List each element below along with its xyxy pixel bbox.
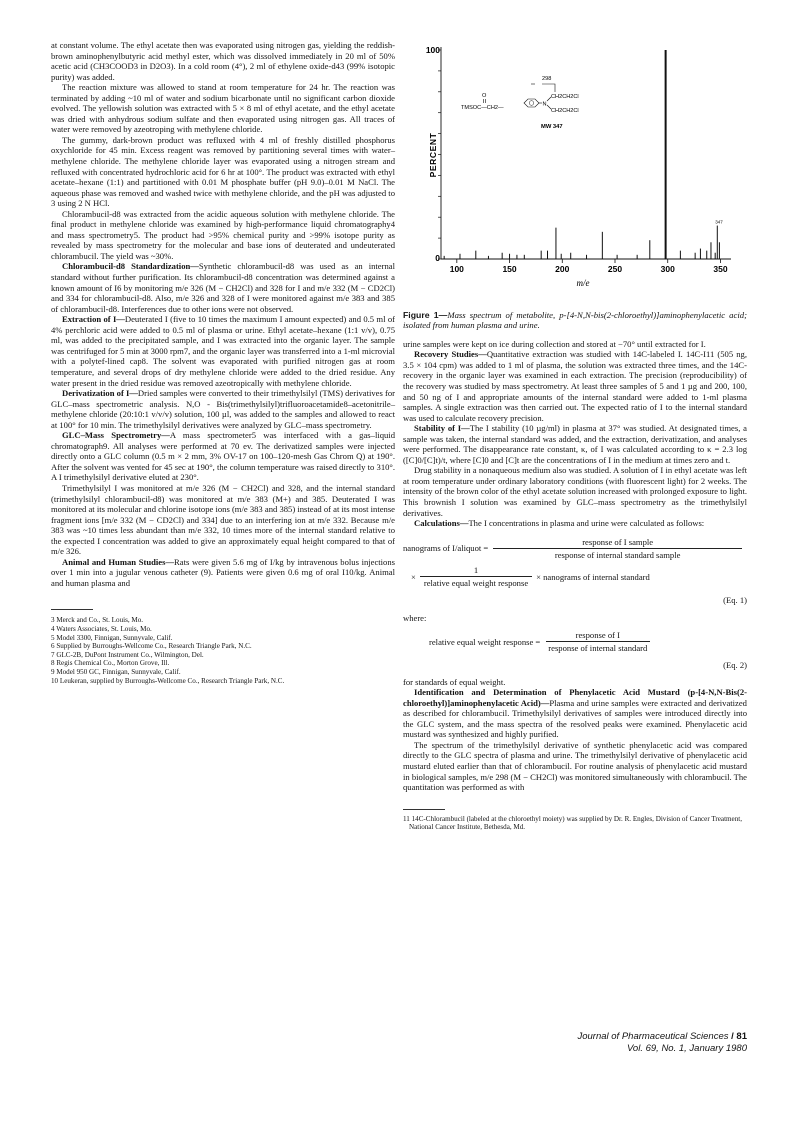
paragraph [51, 82, 395, 135]
paragraph-text: The I concentrations in plasma and urine were calculated as follows: [468, 518, 705, 529]
paragraph-text: Rats were given 5.6 mg of I/kg by intravenous bolus injections over 1 min into a jugular venous catheter (9). Patients were given 0.6 mg of oral I10/kg. Animal and human plasma and [51, 556, 395, 588]
paragraph-text: Trimethylsilyl I was monitored at m/e 326 (M − CH2Cl) and 328, and the internal standard (trimethylsilyl chlorambucil-d8) was monitored at m/e 383 (M+) and 385. Deuterated I was monitored at its molecular and chlorine isotope ions (m/e 383 and 385) instead of at its most intense fragment ions [m/e 332 (M − CD2Cl) and 334] due to an interfering ion at m/e 332. Because m/e 383 was ~10 times less abundant than m/e 332, 10 times more of the internal standard relative to the expected I concentration was added to give an approximately equal height compared to that of m/e 326. [51, 482, 395, 557]
eq1-fraction-2 [420, 565, 532, 589]
paragraph [51, 483, 395, 557]
y-zero-label: 0 [435, 253, 440, 263]
left-body-text [51, 40, 395, 588]
eq2-lhs: relative equal weight response = [429, 636, 541, 647]
paragraph-text: Synthetic chlorambucil-d8 was used as an internal standard without further purification. Its chlorambucil-d8 concentration was determined against a known amount of I6 by monitoring m/e 326 (M − CH2Cl) and 328 for I and m/e 332 (M − CD2Cl) and 334 for chlorambucil-d8. Also, m/e 326 and 328 of I were monitored against m/e 383 and 385 of chlorambucil-d8. Interferences due to other ions were not observed. [51, 261, 395, 314]
footnote: 11 14C-Chlorambucil (labeled at the chloroethyl moiety) was supplied by Dr. R. Engles, Division of Cancer Treatment, National Cancer Institute, Bethesda, Md. [403, 814, 742, 832]
page-footer [557, 1031, 747, 1055]
eq1-times: × [411, 571, 416, 582]
paragraph-text: at constant volume. The ethyl acetate then was evaporated using nitrogen gas, yielding the reddish-brown aminophenylbutyric acid methyl ester, which was dissolved immediately in 20 ml of 50% acetic acid (CH3COOD3 in D2O3). In a cold room (4°), 2 ml of ethylene oxide-d43 (99% isotopic purity) was added. [51, 40, 395, 82]
chemical-structure [461, 76, 579, 130]
x-tick-label: 300 [660, 264, 675, 274]
run-in-heading: Chlorambucil-d8 Standardization— [62, 261, 199, 272]
run-in-heading: Identification and Determination of Phenylacetic Acid Mustard (p-[4-N,N-Bis(2-chloroethyl)]aminophenylacetic Acid)— [403, 687, 747, 708]
run-in-heading: Calculations— [414, 518, 469, 529]
x-axis-ticks [450, 259, 728, 274]
run-in-heading: Stability of I— [414, 423, 470, 434]
eq2-denominator: response of internal standard [548, 643, 648, 654]
paragraph [403, 465, 747, 518]
footnote: 4 Waters Associates, St. Louis, Mo. [51, 625, 152, 634]
footnote: 9 Model 950 GC, Finnigan, Sunnyvale, Calif. [51, 668, 181, 676]
eq1-number: (Eq. 1) [723, 594, 747, 605]
right-column [403, 42, 747, 832]
volume-issue: Vol. 69, No. 1, January 1980 [626, 1043, 747, 1054]
paragraph [403, 339, 747, 350]
paragraph [51, 388, 395, 430]
x-axis-title: m/e [576, 278, 590, 288]
paragraph [51, 40, 395, 82]
run-in-heading: Animal and Human Studies— [62, 556, 175, 567]
journal-name: Journal of Pharmaceutical Sciences [577, 1031, 729, 1042]
run-in-heading: Recovery Studies— [414, 349, 487, 360]
annotation-298: 298 [542, 76, 552, 82]
spectrum-peaks [444, 50, 719, 259]
structure-arm-upper: CH2CH2Cl [551, 94, 579, 100]
where-label: where: [403, 613, 427, 624]
left-footnotes [51, 616, 395, 685]
paragraph [51, 261, 395, 314]
benzene-ring [524, 99, 539, 107]
eq1-lhs: nanograms of I/aliquot = [403, 543, 489, 554]
y-top-label: 100 [425, 45, 440, 55]
paragraph-text: The I stability (10 µg/ml) in plasma at 37° was studied. At designated times, a sample was taken, the internal standard was added, and the extraction, derivatization, and analyses were performed. The disappearance rate constant, κ, of I was calculated according to κ = 2.3 log ([C]0/[C]t)/t, where [C]0 and [C]t are the concentrations of I in the medium at times zero and t. [403, 423, 747, 465]
eq1-fraction-1 [492, 537, 743, 561]
paragraph-text: The spectrum of the trimethylsilyl derivative of synthetic phenylacetic acid was compared directly to the GLC spectra of plasma and urine. The trimethylsilyl derivative of phenylacetic acid mustard eluted earlier than that of chlorambucil. For routine analysis of phenylacetic acid mustard in biological samples, m/e 298 (M − CH2Cl) was monitored simultaneously with chlorambucil. The quantitation was performed as with [403, 739, 747, 793]
paragraph-text: Drug stability in a nonaqueous medium also was studied. A solution of I in ethyl acetate was left at room temperature under ordinary laboratory conditions (with fluorescent light) for 2 weeks. The intensity of the brown color of the ethyl acetate solution increased with prolonged exposure to light. This brownish I solution was examined by GLC–mass spectrometry as the trimethylsilyl derivatives. [403, 465, 747, 518]
run-in-heading: Extraction of I— [62, 314, 125, 325]
paragraph [403, 677, 747, 688]
right-body-text-continued [403, 677, 747, 793]
structure-arm-lower: CH2CH2Cl [551, 108, 579, 114]
structure-o-label: O [482, 93, 487, 99]
eq1-denominator-1: response of internal standard sample [554, 550, 681, 561]
paragraph-text: Plasma and urine samples were extracted and derivatized as described for chlorambucil. Trimethylsilyl derivatives of samples were introduced directly into the GLC system, and the mass spectra of the resolved peaks were examined. Phenylacetic acid mustard was synthesized and highly purified. [403, 697, 747, 740]
figure-caption-text: Mass spectrum of metabolite, p-[4-N,N-bis(2-chloroethyl)]aminophenylacetic acid; isolated from human plasma and urine. [403, 310, 747, 331]
paragraph [51, 209, 395, 262]
footnote-rule [51, 609, 93, 610]
paragraph-text: Chlorambucil-d8 was extracted from the acidic aqueous solution with methylene chloride. The final product in methylene chloride was examined by high-performance liquid chromatography4 and mass spectrometry5. The product had >95% chemical purity and >99% isotope purity as revealed by mass spectrometry for the molecular and base ions of deuterated and undeuterated chlorambucil. The yield was ~30%. [51, 208, 395, 261]
paragraph [403, 518, 747, 529]
paragraph-text: urine samples were kept on ice during collection and stored at −70° until extracted for I. [403, 338, 706, 349]
x-tick-label: 250 [607, 264, 623, 274]
footnote: 10 Leukeran, supplied by Burroughs-Wellcome Co., Research Triangle Park, N.C. [51, 676, 285, 685]
footnote: 3 Merck and Co., St. Louis, Mo. [51, 616, 144, 625]
paragraph [51, 135, 395, 209]
right-body-text [403, 339, 747, 529]
footnote: 7 GLC-2B, DuPont Instrument Co., Wilmington, Del. [51, 650, 204, 659]
paragraph [51, 314, 395, 388]
paragraph-text: for standards of equal weight. [403, 676, 506, 687]
paragraph [51, 430, 395, 483]
equation-1 [403, 537, 747, 671]
paragraph-text: A mass spectrometer5 was interfaced with a gas–liquid chromatograph9. All analyses were performed at 70 ev. The derivatized samples were injected directly onto a GLC column (0.5 m × 2 mm, 3% OV-17 on 100–120-mesh Gas Chrom Q) at 190°. After the solvent was vented for 45 sec at 190°, the column temperature was raised directly to 310°. A I trimethylsilyl derivative eluted at 230°. [51, 430, 395, 483]
eq1-denominator-2: relative equal weight response [423, 578, 529, 589]
x-tick-label: 200 [555, 264, 570, 274]
footnote: 5 Model 3300, Finnigan, Sunnyvale, Calif. [51, 633, 173, 642]
eq2-fraction [544, 630, 651, 654]
paragraph [403, 740, 747, 793]
paragraph [51, 557, 395, 589]
paragraph-text: Deuterated I (five to 10 times the maximum I amount expected) and 0.5 ml of 4% perchloric acid were added to 0.5 ml of plasma or urine. Ethyl acetate–hexane (1:1 v/v), 0.75 ml, was added to the precipitated sample, and I was extracted into the organic layer. The sample was centrifuged for 5 min at 3000 rpm7, and the organic layer was transferred into a 1-ml microvial with a polytef-lined cap8. The solvent was evaporated with purified nitrogen gas at room temperature, and several drops of dry methylene chloride were added to the dried residue. Any water present in the dried residue was removed azeotropically with methylene chloride. [51, 314, 395, 388]
paragraph [403, 423, 747, 465]
peak-label-347: 347 [715, 219, 723, 225]
paragraph-text: The gummy, dark-brown product was refluxed with 4 ml of freshly distilled phosphorus oxychloride for 45 min. Excess reagent was removed by partitioning several times with water–methylene chloride. The methylene chloride layer was evaporated using a nitrogen stream and refluxed with concentrated hydrochloric acid for 6 hr at 100°. The product was extracted with ethyl acetate–hexane (1:1) and partitioned with 0.01 M phosphate buffer (pH 9.0)–0.01 M NaCl. The aqueous phase was removed and washed twice with methylene chloride, and the pH was adjusted to 3 using 2 N HCl. [51, 134, 395, 209]
page-number: / 81 [731, 1031, 747, 1042]
run-in-heading: Derivatization of I— [62, 388, 138, 399]
y-axis-title: PERCENT [428, 132, 438, 178]
eq1-numerator-2: 1 [420, 565, 531, 578]
fragment-bracket [542, 84, 555, 92]
eq1-rhs: × nanograms of internal standard [536, 571, 650, 582]
figure-caption [403, 310, 747, 331]
footnote-rule-right [403, 809, 445, 810]
structure-n-label: N [542, 101, 547, 108]
paragraph-text: Quantitative extraction was studied with 14C-labeled I. 14C-I11 (505 ng, 3.5 × 104 cpm) was added to 1 ml of plasma, the solution was extracted three times, and the 14C-recovery in the organic layer was examined in each extraction. The precision (reproducibility) of the recovery was studied by mass spectrometry. At least three samples of 5 and 1 µg and 200, 100, and 50 ng of I and appropriate amounts of the internal standard were added to 1-ml plasma samples. A single extraction was then carried out. The expected ratio of I to the internal standard was used to calculate recovery precision. [403, 349, 747, 423]
run-in-heading: GLC–Mass Spectrometry— [62, 430, 170, 441]
x-tick-label: 150 [502, 264, 517, 274]
x-tick-label: 350 [713, 264, 728, 274]
paragraph [403, 687, 747, 740]
molecular-weight-label: MW 347 [541, 124, 563, 130]
eq2-number: (Eq. 2) [723, 660, 747, 671]
eq2-numerator: response of I [546, 630, 650, 643]
left-column [51, 40, 395, 685]
footnote: 8 Regis Chemical Co., Morton Grove, Ill. [51, 659, 170, 668]
figure-caption-label: Figure 1— [403, 310, 448, 320]
figure-1 [403, 42, 747, 310]
paragraph-text: Dried samples were converted to their trimethylsilyl (TMS) derivatives for GLC–mass spectrometric analysis. N,O - Bis(trimethylsilyl)trifluoroacetamide8–acetonitrile–methylene chloride (20:10:1 v/v/v) solution, 100 µl, was added to the samples and allowed to react at 100° for 10 min. The trimethylsilyl derivatives were analyzed by GLC–mass spectrometry. [51, 388, 395, 430]
right-footnotes [403, 815, 747, 832]
footnote: 6 Supplied by Burroughs-Wellcome Co., Research Triangle Park, N.C. [51, 642, 252, 651]
x-tick-label: 100 [449, 264, 464, 274]
mass-spectrum-chart [403, 42, 747, 310]
structure-left-group: TMSOC—CH2— [461, 105, 504, 111]
y-axis-ticks [438, 50, 441, 259]
paragraph [403, 349, 747, 423]
eq1-numerator-1: response of I sample [493, 537, 742, 550]
paragraph-text: The reaction mixture was allowed to stand at room temperature for 24 hr. The reaction was terminated by adding ~10 ml of water and sodium bicarbonate until no significant carbon dioxide evolved. The yellowish solution was extracted with 5 × 8 ml of ethyl acetate, and the ethyl acetate was dried with anhydrous sodium sulfate and then evaporated using nitrogen gas. All traces of water were removed by azeotroping with methylene chloride. [51, 82, 395, 135]
